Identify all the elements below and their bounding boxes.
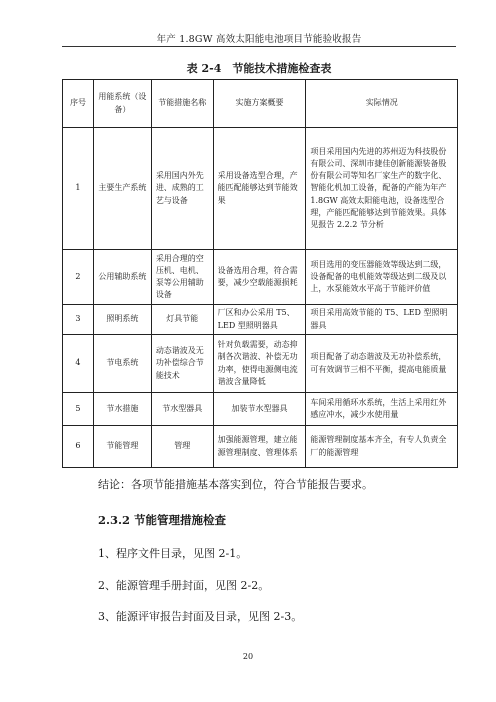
table-row <box>63 393 458 426</box>
cell-no: 3 <box>63 305 94 335</box>
column-header: 序号 <box>63 80 94 128</box>
cell-actual: 能源管理制度基本齐全，有专人负责全厂的能源管理 <box>306 426 458 468</box>
column-header: 实施方案概要 <box>213 80 306 128</box>
cell-plan: 加装节水型器具 <box>213 393 306 426</box>
cell-system: 主要生产系统 <box>93 128 151 250</box>
table-title: 表 2-4 节能技术措施检查表 <box>186 62 332 75</box>
cell-actual: 项目配备了动态谐波及无功补偿系统，可有效调节三相不平衡，提高电能质量 <box>306 335 458 393</box>
cell-measure: 灯具节能 <box>151 305 213 335</box>
cell-plan: 厂区和办公采用 T5、LED 型照明器具 <box>213 305 306 335</box>
cell-system: 公用辅助系统 <box>93 250 151 305</box>
cell-plan: 设备选用合理，符合需要，减少空载能源损耗 <box>213 250 306 305</box>
table-row <box>63 426 458 468</box>
conclusion-text: 结论：各项节能措施基本落实到位，符合节能报告要求。 <box>98 478 373 491</box>
cell-no: 5 <box>63 393 94 426</box>
cell-actual: 车间采用循环水系统，生活上采用红外感应冲水，减少水使用量 <box>306 393 458 426</box>
list-item: 1、程序文件目录，见图 2-1。 <box>98 547 248 560</box>
cell-system: 照明系统 <box>93 305 151 335</box>
column-header: 用能系统（设备） <box>93 80 151 128</box>
cell-no: 4 <box>63 335 94 393</box>
list-item: 3、能源评审报告封面及目录，见图 2-3。 <box>98 610 303 623</box>
cell-no: 6 <box>63 426 94 468</box>
list-item: 2、能源管理手册封面，见图 2-2。 <box>98 579 270 592</box>
table-row <box>63 250 458 305</box>
cell-system: 节电系统 <box>93 335 151 393</box>
cell-measure: 采用合理的空压机、电机、泵等公用辅助设备 <box>151 250 213 305</box>
header-title: 年产 1.8GW 高效太阳能电池项目节能验收报告 <box>156 34 362 45</box>
table-row <box>63 305 458 335</box>
cell-actual: 项目选用的变压器能效等级达到二级，设备配备的电机能效等级达到二级及以上，水泵能效水平高于节能评价值 <box>306 250 458 305</box>
cell-no: 1 <box>63 128 94 250</box>
cell-plan: 采用设备选型合理，产能匹配能够达到节能效果 <box>213 128 306 250</box>
cell-no: 2 <box>63 250 94 305</box>
cell-measure: 管理 <box>151 426 213 468</box>
column-header: 节能措施名称 <box>151 80 213 128</box>
energy-measures-table <box>62 79 458 468</box>
page-number: 20 <box>242 652 254 661</box>
cell-measure: 采用国内外先进、成熟的工艺与设备 <box>151 128 213 250</box>
table-row <box>63 335 458 393</box>
cell-plan: 针对负载需要，动态抑制各次谐波、补偿无功功率，使得电源侧电流谐波含量降低 <box>213 335 306 393</box>
cell-measure: 动态谐波及无功补偿综合节能技术 <box>151 335 213 393</box>
cell-actual: 项目采用高效节能的 T5、LED 型照明器具 <box>306 305 458 335</box>
table-header-row <box>63 80 458 128</box>
section-heading: 2.3.2 节能管理措施检查 <box>98 513 227 527</box>
cell-measure: 节水型器具 <box>151 393 213 426</box>
column-header: 实际情况 <box>306 80 458 128</box>
cell-actual: 项目采用国内先进的苏州迈为科技股份有限公司、深圳市捷佳创新能源装备股份有限公司等知名厂家生产的数字化、智能化机加工设备，配备的产能为年产 1.8GW 高效太阳能电池，设备选型合理，产能匹配能够达到节能效果。具体见报告 2.2.2 节分析 <box>306 128 458 250</box>
cell-system: 节水措施 <box>93 393 151 426</box>
header-rule <box>62 46 456 47</box>
cell-plan: 加强能源管理，建立能源管理制度、管理体系 <box>213 426 306 468</box>
cell-system: 节能管理 <box>93 426 151 468</box>
table-row <box>63 128 458 250</box>
